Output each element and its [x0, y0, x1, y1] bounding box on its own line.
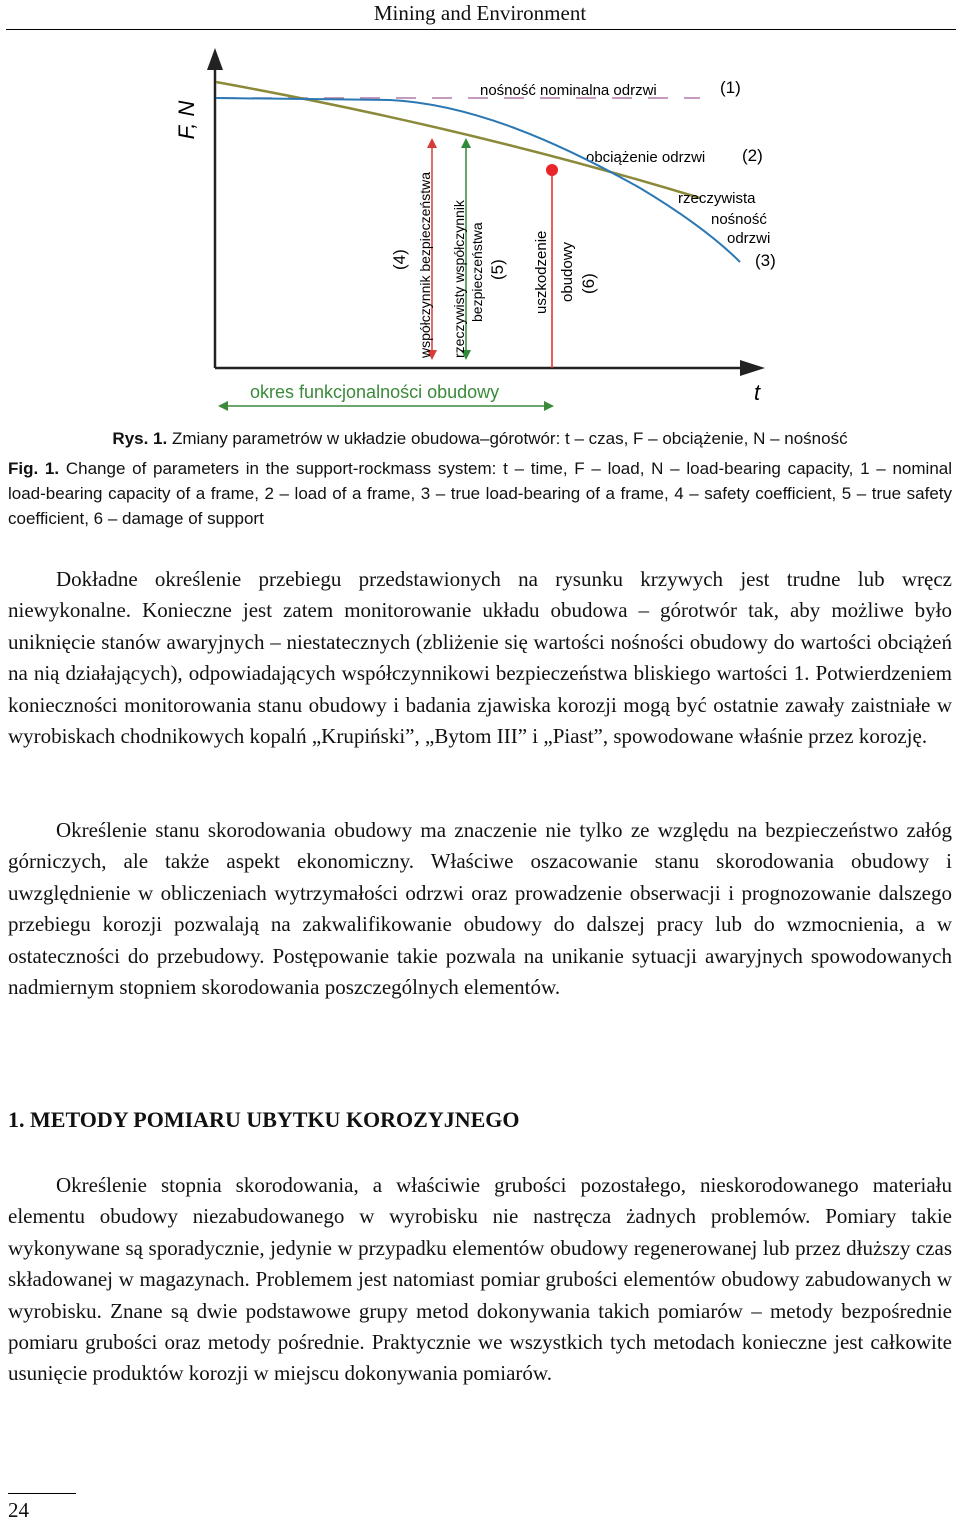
safety-arrow-up	[427, 138, 437, 148]
caption-english-text: Change of parameters in the support-rockmass system: t – time, F – load, N – load-bearing capacity, 1 – nominal load-bearing capacity of a frame, 2 – load of a frame, 3 – true load-bearing of a frame, 4 – safety coefficient, 5 – true safety coefficient, 6 – damage of support	[8, 459, 953, 528]
true-safety-arrow-up	[461, 138, 471, 148]
figure-caption-english	[8, 456, 952, 531]
caption-polish-text: Zmiany parametrów w układzie obudowa–górotwór: t – czas, F – obciążenie, N – nośność	[167, 429, 848, 448]
section-title: 1. METODY POMIARU UBYTKU KOROZYJNEGO	[8, 1107, 520, 1132]
curve-number-1: (1)	[720, 78, 741, 97]
curve-number-3: (3)	[755, 251, 776, 270]
safety-coefficient-label: współczynnik bezpieczeństwa	[417, 172, 433, 358]
x-axis-arrow	[740, 360, 765, 376]
figure-caption-polish	[8, 426, 952, 451]
paragraph-1: Dokładne określenie przebiegu przedstawionych na rysunku krzywych jest trudne lub wręcz niewykonalne. Konieczne jest zatem monitorowanie układu obudowa – górotwór tak, aby możliwe było uniknięcie stanów awaryjnych – niestatecznych (zbliżenie się wartości nośności obudowy do wartości obciążeń na nią działających), odpowiadających współczynnikowi bezpieczeństwa bliskiego wartości 1. Potwierdzeniem konieczności monitorowania stanu obudowy i badania zjawiska korozji mogą być ostatnie zawały zaistniałe w wyrobiskach chodnikowych kopalń „Krupiński”, „Bytom III” i „Piast”, spowodowane właśnie przez korozję.	[8, 567, 952, 749]
curve-number-6: (6)	[579, 273, 598, 294]
damage-label-1: uszkodzenie	[533, 230, 550, 314]
true-capacity-label-1: rzeczywista	[678, 190, 756, 207]
running-header: Mining and Environment	[373, 1, 587, 25]
caption-english-lead: Fig. 1.	[8, 459, 60, 478]
y-axis-arrow	[207, 48, 223, 70]
period-arrow-right	[544, 401, 554, 411]
true-capacity-label-3: odrzwi	[727, 230, 771, 247]
true-safety-label-2: bezpieczeństwa	[469, 222, 485, 322]
paragraph-3: Określenie stopnia skorodowania, a właściwie grubości pozostałego, nieskorodowanego materiału elementu obudowy niezabudowanego w wyrobisku nie nastręcza żadnych problemów. Pomiary takie wykonywane są sporadycznie, jedynie w przypadku elementów obudowy regenerowanej lub przez dłuższy czas składowanej w magazynach. Problemem jest natomiast pomiar grubości elementów obudowy zabudowanych w wyrobisku. Znane są dwie podstawowe grupy metod dokonywania takich pomiarów – metody bezpośrednie pomiaru grubości oraz metody pośrednie. Praktycznie we wszystkich tych metodach konieczne jest całkowite usunięcie produktów korozji w miejscu dokonywania pomiarów.	[8, 1173, 952, 1386]
caption-polish-lead: Rys. 1.	[112, 429, 168, 448]
nominal-capacity-label: nośność nominalna odrzwi	[480, 82, 657, 99]
paragraph-2: Określenie stanu skorodowania obudowy ma znaczenie nie tylko ze względu na bezpieczeństwo załóg górniczych, ale także aspekt ekonomiczny. Właściwe oszacowanie stanu skorodowania obudowy i uwzględnienie w obliczeniach wytrzymałości odrzwi oraz prowadzenie obserwacji i prognozowanie dalszego przebiegu korozji pozwalają na zakwalifikowanie obudowy do dalszej pracy lub do wzmocnienia, a w ostateczności do przebudowy. Postępowanie takie pozwala na unikanie sytuacji awaryjnych spowodowanych nadmiernym stopniem skorodowania poszczególnych elementów.	[8, 818, 952, 1000]
curve-number-5: (5)	[488, 259, 507, 280]
curve-number-4: (4)	[390, 249, 409, 270]
damage-label-2: obudowy	[559, 241, 576, 302]
period-label: okres funkcjonalności obudowy	[250, 382, 500, 402]
curve-number-2: (2)	[742, 146, 763, 165]
page-number: 24	[8, 1498, 29, 1522]
footer-rule	[8, 1493, 76, 1494]
load-label: obciążenie odrzwi	[586, 149, 706, 166]
true-safety-label-1: rzeczywisty współczynnik	[451, 200, 467, 358]
header-rule	[6, 29, 956, 30]
x-axis-label: t	[754, 380, 761, 405]
true-capacity-label-2: nośność	[711, 211, 767, 228]
figure-1-diagram	[0, 40, 960, 420]
y-axis-label: F, N	[174, 100, 199, 140]
damage-point	[546, 164, 558, 176]
period-arrow-left	[218, 401, 228, 411]
